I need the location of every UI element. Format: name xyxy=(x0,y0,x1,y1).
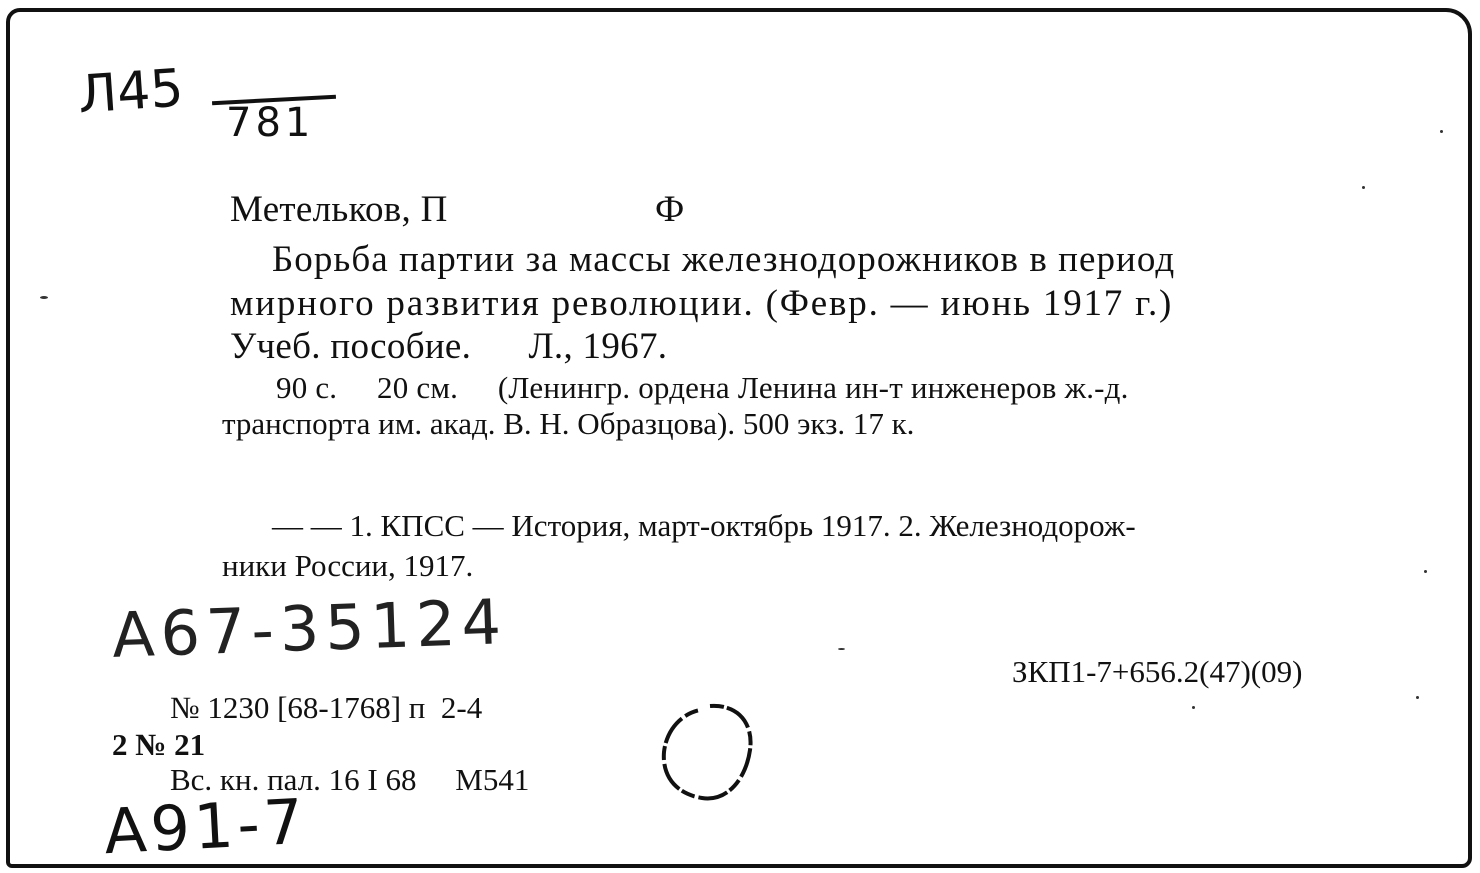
bottom-code-handwritten: А91-7 xyxy=(102,784,309,869)
scan-speck xyxy=(1362,186,1365,189)
scan-speck xyxy=(1424,570,1427,573)
description-line-2: транспорта им. акад. В. Н. Образцова). 500 экз. 17 к. xyxy=(222,406,915,441)
subject-line-1: — — 1. КПСС — История, март-октябрь 1917. 2. Железнодорож- xyxy=(272,508,1136,543)
call-number-suffix: 781 xyxy=(226,100,315,146)
title-line-3: Учеб. пособие. Л., 1967. xyxy=(230,326,668,367)
subject-line-2: ники России, 1917. xyxy=(222,548,474,583)
scan-speck xyxy=(1192,706,1195,709)
call-number-prefix: Л45 xyxy=(76,58,186,126)
scan-speck xyxy=(838,648,845,650)
print-copy-line: 2 № 21 xyxy=(112,727,206,762)
inventory-number-handwritten: А67-35124 xyxy=(110,585,509,672)
title-line-2: мирного развития революции. (Февр. — июнь 1917 г.) xyxy=(230,283,1174,324)
author-initial: Ф xyxy=(655,189,685,230)
scan-speck xyxy=(1416,696,1419,699)
description-line-1: 90 с. 20 см. (Ленингр. ордена Ленина ин-т инженеров ж.-д. xyxy=(276,370,1129,405)
classification-code: ЗКП1-7+656.2(47)(09) xyxy=(1012,654,1303,689)
print-order-line: № 1230 [68-1768] п 2-4 xyxy=(170,690,483,725)
author-surname: Метельков, П xyxy=(230,189,448,230)
handdrawn-circle-mark xyxy=(640,692,764,812)
scan-speck xyxy=(1440,130,1443,133)
title-line-1: Борьба партии за массы железнодорожников в период xyxy=(272,239,1176,280)
scan-speck xyxy=(40,296,48,299)
print-chamber-line: Вс. кн. пал. 16 I 68 М541 xyxy=(170,762,530,797)
